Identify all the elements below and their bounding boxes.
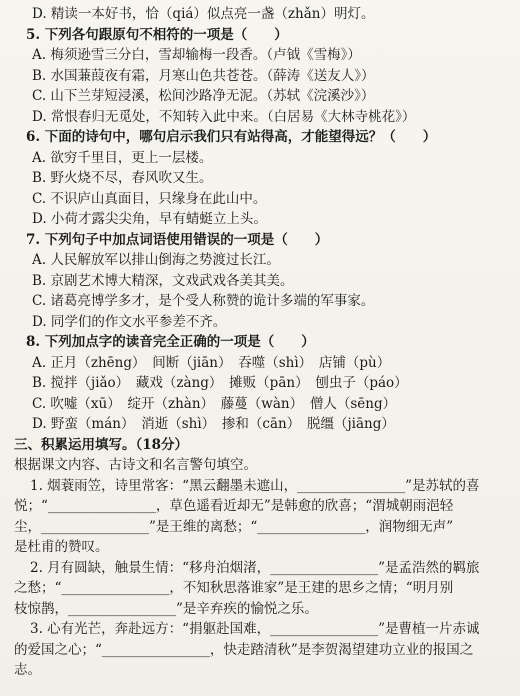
section-3-instruction: 根据课文内容、古诗文和名言警句填空。 [14,457,257,473]
fill-2-line-2: 之愁；“________________，不知秋思落谁家”是王建的思乡之情；“明月别 [14,580,454,596]
fill-2-line-3: 枝惊鹊，________________”是辛弃疾的愉悦之乐。 [14,600,318,617]
fill-1-line-1: 1. 烟蓑雨笠，诗里常客：“黑云翻墨未遮山，________________”是苏轼的喜 [30,477,480,494]
section-3-heading: 三、积累运用填写。（18分） [14,436,189,453]
question-8: 8. 下列加点字的读音完全正确的一项是（ ） [26,334,315,350]
fill-1-line-3: 尘，________________”是王维的离愁；“________________，润物细无声” [14,518,454,535]
q8-option-d: D. 野蛮（mán） 消逝（shì） 掺和（cān） 脱缰（jiāng） [32,416,395,432]
q5-option-a: A. 梅须逊雪三分白，雪却输梅一段香。（卢钺《雪梅》） [32,47,361,63]
question-7: 7. 下列句子中加点词语使用错误的一项是（ ） [26,231,329,248]
q6-option-c: C. 不识庐山真面目，只缘身在此山中。 [32,190,267,207]
fill-3-line-2: 的爱国之心；“________________，快走踏清秋”是李贺渴望建功立业的报国之 [14,641,474,658]
q8-option-b: B. 搅拌（jiǎo） 藏戏（zàng） 摊贩（pān） 刨虫子（páo） [32,375,408,391]
question-5: 5. 下列各句跟原句不相符的一项是（ ） [26,26,288,43]
q8-option-c: C. 吹嘘（xū） 绽开（zhàn） 藤蔓（wàn） 僧人（sēng） [32,395,397,412]
q5-option-b: B. 水国蒹葭夜有霜，月寒山色共苍苍。（薛涛《送友人》） [32,67,375,84]
q8-option-a: A. 正月（zhēng） 间断（jiān） 吞噬（shì） 店铺（pù） [32,354,391,371]
fill-1-line-2: 悦；“________________，草色遥看近却无”是韩愈的欣喜；“渭城朝雨浥轻 [14,498,454,514]
fill-3-line-3: 志。 [14,662,41,678]
fill-2-line-1: 2. 月有圆缺，触景生情：“移舟泊烟渚，________________”是孟浩然的羁旅 [30,559,480,576]
question-6: 6. 下面的诗句中，哪句启示我们只有站得高，才能望得远？（ ） [26,129,437,145]
fill-1-line-4: 是杜甫的赞叹。 [14,539,109,555]
q5-option-c: C. 山下兰芽短浸溪，松间沙路净无泥。（苏轼《浣溪沙》） [32,88,375,104]
fill-3-line-1: 3. 心有光芒，奔赴远方：“捐躯赴国难，________________”是曹植一片赤诚 [30,621,480,637]
q6-option-d: D. 小荷才露尖尖角，早有蜻蜓立上头。 [32,211,267,227]
q4-option-d: D. 精读一本好书，恰（qiá）似点亮一盏（zhǎn）明灯。 [32,6,375,22]
q7-option-a: A. 人民解放军以排山倒海之势渡过长江。 [32,252,280,268]
q5-option-d: D. 常恨春归无觅处，不知转入此中来。（白居易《大林寺桃花》） [32,108,416,125]
q6-option-b: B. 野火烧不尽，春风吹又生。 [32,170,213,186]
q7-option-b: B. 京剧艺术博大精深，文戏武戏各美其美。 [32,272,294,289]
q6-option-a: A. 欲穷千里目，更上一层楼。 [32,149,213,166]
q7-option-c: C. 诸葛亮博学多才，是个受人称赞的诡计多端的军事家。 [32,293,375,309]
q7-option-d: D. 同学们的作文水平参差不齐。 [32,313,227,330]
